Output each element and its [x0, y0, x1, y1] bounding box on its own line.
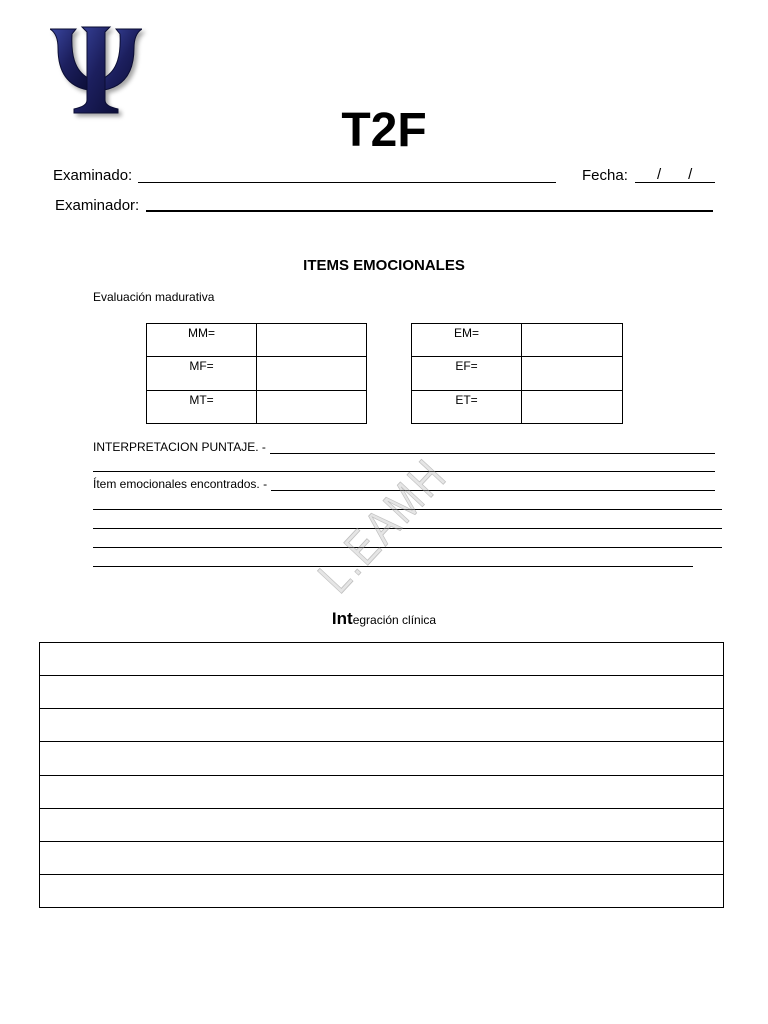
- maturity-value-cell: [257, 391, 367, 424]
- emotional-value-cell: [522, 357, 623, 390]
- writing-line: [93, 547, 722, 548]
- examinador-underline: [146, 210, 713, 212]
- table-row: [40, 643, 723, 675]
- table-row: [40, 708, 723, 741]
- fecha-label: Fecha:: [582, 167, 628, 184]
- emotional-label-cell: EM=: [412, 324, 522, 357]
- maturity-value-cell: [257, 357, 367, 390]
- clinical-integration-table: [39, 642, 724, 908]
- date-separator: /: [688, 166, 693, 183]
- items-found-label: Ítem emocionales encontrados. -: [93, 477, 268, 491]
- interpretation-row: [93, 440, 715, 454]
- date-field: [635, 167, 715, 183]
- items-found-blank: [271, 477, 715, 491]
- maturity-label-cell: MT=: [147, 391, 257, 424]
- clinical-heading-rest: egración clínica: [352, 613, 437, 627]
- clinical-heading-bold: Int: [331, 609, 353, 628]
- clinical-integration-heading: [0, 609, 768, 630]
- emotional-label-cell: EF=: [412, 357, 522, 390]
- maturity-label-cell: MM=: [147, 324, 257, 357]
- date-day-blank: [635, 181, 657, 182]
- date-year-blank: [692, 181, 710, 182]
- section-subheading: Evaluación madurativa: [93, 290, 215, 304]
- section-heading: ITEMS EMOCIONALES: [303, 257, 465, 274]
- date-separator: /: [657, 166, 662, 183]
- emotional-value-cell: [522, 391, 623, 424]
- table-row: [40, 841, 723, 874]
- emotional-label-cell: ET=: [412, 391, 522, 424]
- table-row: [40, 775, 723, 808]
- psi-symbol-icon: [50, 24, 142, 114]
- interpretation-blank: [270, 440, 715, 454]
- table-row: [40, 675, 723, 708]
- examinado-label: Examinado:: [53, 167, 133, 184]
- document-title: T2F: [341, 104, 427, 157]
- emotional-table: [411, 323, 623, 424]
- examinado-underline: [138, 182, 556, 183]
- emotional-value-cell: [522, 324, 623, 357]
- maturity-label-cell: MF=: [147, 357, 257, 390]
- table-row: [40, 808, 723, 841]
- maturity-value-cell: [257, 324, 367, 357]
- interpretation-label: INTERPRETACION PUNTAJE. -: [93, 440, 266, 454]
- writing-line: [93, 566, 693, 567]
- table-row: [40, 874, 723, 907]
- maturity-table: [146, 323, 367, 424]
- date-month-blank: [661, 181, 688, 182]
- table-row: [40, 741, 723, 774]
- examinador-label: Examinador:: [55, 197, 140, 214]
- watermark: L.EAMH: [308, 448, 459, 604]
